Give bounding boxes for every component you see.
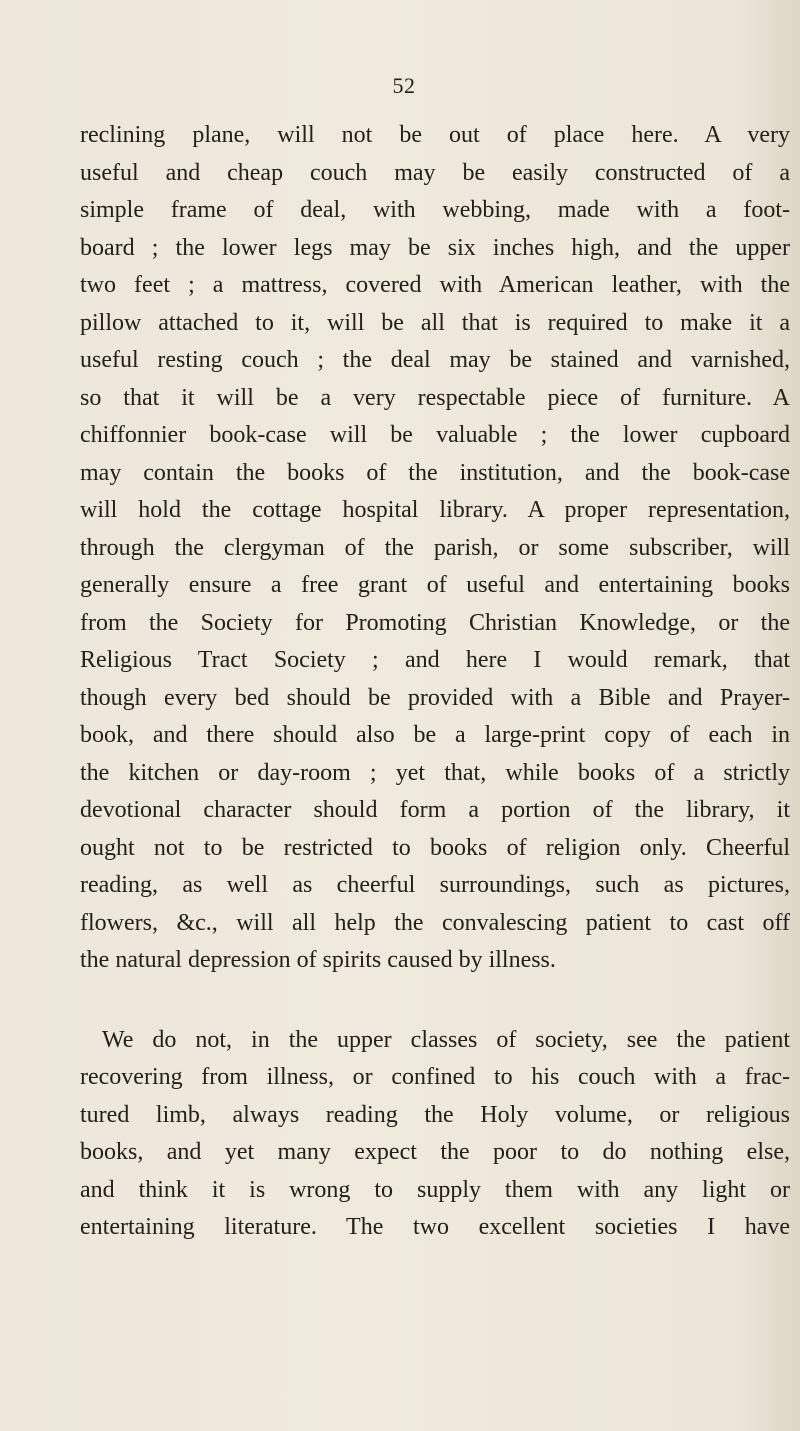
text-line: simple frame of deal, with webbing, made with a foot- [80, 197, 790, 223]
page-number: 52 [392, 73, 416, 98]
text-line: devotional character should form a portion of the library, it [80, 797, 790, 823]
text-line: though every bed should be provided with a Bible and Prayer- [80, 684, 790, 711]
text-line: and think it is wrong to supply them with any light or [80, 1176, 790, 1203]
text-line: We do not, in the upper classes of society, see the patient [102, 1026, 790, 1053]
text-line: chiffonnier book-case will be valuable ; the lower cupboard [80, 422, 790, 448]
text-line: entertaining literature. The two excellent societies I have [80, 1214, 790, 1240]
text-line: two feet ; a mattress, covered with American leather, with the [80, 272, 790, 298]
text-line: Religious Tract Society ; and here I would remark, that [80, 647, 790, 673]
text-line: the natural depression of spirits caused by illness. [80, 947, 556, 973]
text-line: tured limb, always reading the Holy volume, or religious [80, 1101, 790, 1128]
text-line: the kitchen or day-room ; yet that, while books of a strictly [80, 759, 790, 786]
text-line: board ; the lower legs may be six inches high, and the upper [80, 234, 790, 261]
text-line: ought not to be restricted to books of religion only. Cheerful [80, 834, 790, 861]
text-line: pillow attached to it, will be all that is required to make it a [80, 309, 790, 336]
text-line: reclining plane, will not be out of place here. A very [80, 122, 790, 148]
text-line: useful and cheap couch may be easily constructed of a [80, 159, 790, 186]
text-line: books, and yet many expect the poor to do nothing else, [80, 1139, 790, 1165]
text-line: so that it will be a very respectable piece of furniture. A [80, 384, 790, 411]
text-line: flowers, &c., will all help the convalescing patient to cast off [80, 909, 790, 936]
paragraph-2 [80, 1022, 790, 1247]
text-line: recovering from illness, or confined to his couch with a frac- [80, 1064, 790, 1090]
text-line: through the clergyman of the parish, or some subscriber, will [80, 534, 790, 561]
paragraph-1 [80, 117, 790, 980]
text-line: reading, as well as cheerful surroundings, such as pictures, [80, 872, 790, 898]
body-text [80, 117, 790, 1247]
text-line: book, and there should also be a large-print copy of each in [80, 722, 790, 748]
text-line: generally ensure a free grant of useful and entertaining books [80, 572, 790, 598]
text-line: may contain the books of the institution, and the book-case [80, 459, 790, 486]
text-line: will hold the cottage hospital library. A proper representation, [80, 497, 790, 523]
text-line: useful resting couch ; the deal may be stained and varnished, [80, 347, 790, 373]
text-line: from the Society for Promoting Christian Knowledge, or the [80, 609, 790, 636]
paragraph-gap [80, 980, 790, 1022]
